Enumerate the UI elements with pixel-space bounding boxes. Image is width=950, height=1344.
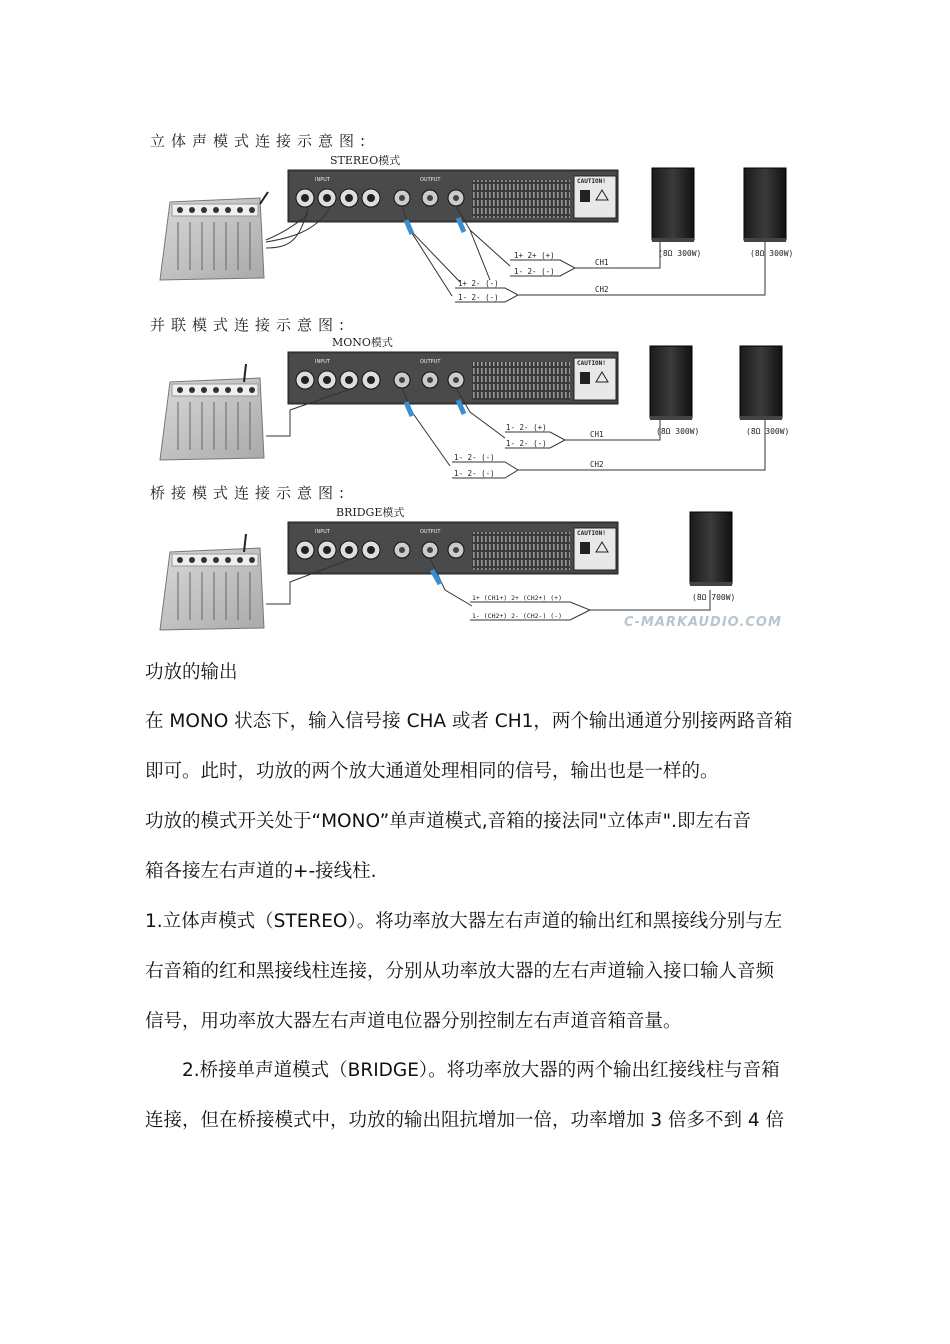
paragraph-line: 即可。此时，功放的两个放大通道处理相同的信号，输出也是一样的。 bbox=[145, 761, 719, 782]
paragraph-line: 2.桥接单声道模式（BRIDGE）。将功率放大器的两个输出红接线柱与音箱 bbox=[182, 1060, 780, 1081]
section-title: 立体声模式连接示意图: bbox=[150, 132, 372, 150]
paragraph-line: 箱各接左右声道的+-接线柱. bbox=[145, 861, 377, 882]
paragraph-line: 信号，用功率放大器左右声道电位器分别控制左右声道音箱音量。 bbox=[145, 1011, 682, 1032]
input-header: INPUT bbox=[315, 359, 330, 365]
caution-label: CAUTION! bbox=[577, 360, 606, 367]
section-stereo bbox=[150, 132, 793, 302]
wire-label: 1- 2- (-) bbox=[454, 469, 495, 478]
wire-label: 1- (CH2+) 2- (CH2-) (-) bbox=[472, 612, 563, 620]
input-header: INPUT bbox=[315, 177, 330, 183]
wire-label: 1- 2- (-) bbox=[506, 439, 547, 448]
mode-label: BRIDGE模式 bbox=[336, 506, 405, 519]
speaker-label: (8Ω 300W) bbox=[656, 427, 700, 436]
paragraph-line: 右音箱的红和黑接线柱连接，分别从功率放大器的左右声道输入接口输人音频 bbox=[145, 961, 775, 982]
output-header: OUTPUT bbox=[420, 177, 441, 183]
ch1-label: CH1 bbox=[595, 258, 609, 267]
ch1-label: CH1 bbox=[590, 430, 604, 439]
wire-label: 1- 2- (+) bbox=[506, 423, 547, 432]
wire-label: 1- 2- (-) bbox=[514, 267, 555, 276]
amplifier-panel bbox=[288, 352, 618, 404]
paragraph-line: 1.立体声模式（STEREO）。将功率放大器左右声道的输出红和黑接线分别与左 bbox=[145, 911, 783, 932]
wire-label: 1+ 2+ (+) bbox=[514, 251, 555, 260]
mixer bbox=[160, 192, 268, 280]
paragraph-line: 功放的模式开关处于“MONO”单声道模式,音箱的接法同"立体声".即左右音 bbox=[145, 811, 752, 832]
amplifier-panel bbox=[288, 170, 618, 222]
caution-label: CAUTION! bbox=[577, 530, 606, 537]
speaker-left bbox=[650, 346, 692, 420]
section-heading: 功放的输出 bbox=[145, 662, 238, 683]
paragraph-line: 在 MONO 状态下，输入信号接 CHA 或者 CH1，两个输出通道分别接两路音箱 bbox=[145, 711, 793, 732]
mode-label: MONO模式 bbox=[332, 336, 393, 349]
ch2-label: CH2 bbox=[590, 460, 604, 469]
speaker-label: (8Ω 300W) bbox=[658, 249, 702, 258]
amplifier-panel bbox=[288, 522, 618, 574]
mixer bbox=[160, 534, 264, 630]
section-mono bbox=[150, 316, 789, 478]
watermark: C-MARKAUDIO.COM bbox=[624, 615, 782, 630]
output-header: OUTPUT bbox=[420, 359, 441, 365]
speaker-label: (8Ω 300W) bbox=[750, 249, 794, 258]
paragraph-line: 连接，但在桥接模式中，功放的输出阻抗增加一倍，功率增加 3 倍多不到 4 倍 bbox=[145, 1110, 785, 1131]
speaker-label: (8Ω 300W) bbox=[746, 427, 790, 436]
speaker bbox=[690, 512, 732, 586]
mixer bbox=[160, 364, 264, 460]
wire-label: 1- 2- (-) bbox=[458, 293, 499, 302]
section-title: 桥接模式连接示意图: bbox=[150, 484, 351, 502]
wire-label: 1+ (CH1+) 2+ (CH2+) (+) bbox=[472, 594, 563, 602]
wire-label: 1- 2- (-) bbox=[454, 453, 495, 462]
connection-diagram bbox=[140, 120, 820, 640]
section-title: 并联模式连接示意图: bbox=[150, 316, 351, 334]
input-header: INPUT bbox=[315, 529, 330, 535]
output-header: OUTPUT bbox=[420, 529, 441, 535]
section-bridge bbox=[150, 484, 782, 630]
speaker-right bbox=[744, 168, 786, 242]
caution-label: CAUTION! bbox=[577, 178, 606, 185]
speaker-left bbox=[652, 168, 694, 242]
ch2-label: CH2 bbox=[595, 285, 609, 294]
speaker-label: (8Ω 700W) bbox=[692, 593, 736, 602]
wire-label: 1+ 2- (-) bbox=[458, 279, 499, 288]
speaker-right bbox=[740, 346, 782, 420]
mode-label: STEREO模式 bbox=[330, 154, 401, 167]
